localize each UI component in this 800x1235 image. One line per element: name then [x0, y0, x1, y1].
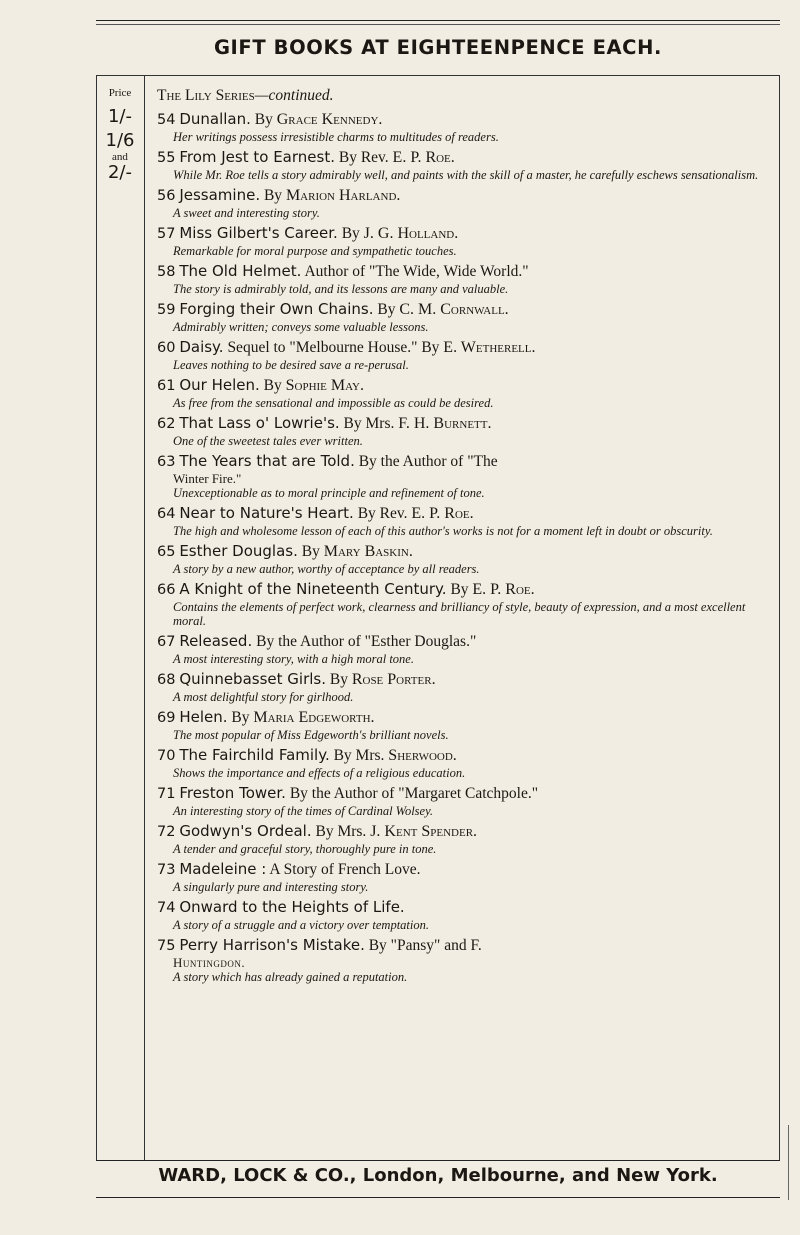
entry-title: Near to Nature's Heart.	[179, 504, 354, 522]
entry-author-prefix: By	[254, 111, 277, 128]
entry-description: As free from the sensational and impossible as could be desired.	[173, 396, 494, 410]
entry-author-name: Sherwood.	[388, 747, 457, 764]
entry-author	[264, 187, 400, 204]
entry-number: 59	[157, 302, 176, 318]
entries-list	[157, 110, 775, 984]
entry-description: One of the sweetest tales ever written.	[173, 434, 363, 448]
price-value-3: 2/-	[107, 162, 132, 183]
entry-author-name: Marion Harland.	[285, 187, 401, 204]
entry-number: 58	[157, 264, 176, 280]
entry-author	[330, 671, 436, 688]
catalog-entry	[157, 822, 775, 856]
catalog-entry	[157, 224, 775, 258]
entry-title: Quinnebasset Girls.	[179, 670, 326, 688]
entry-headline	[157, 504, 775, 524]
entry-title: Godwyn's Ordeal.	[179, 822, 312, 840]
entry-number: 71	[157, 786, 176, 802]
entry-author	[342, 225, 459, 242]
entry-number: 62	[157, 416, 176, 432]
entry-title: From Jest to Earnest.	[179, 148, 335, 166]
series-suffix: —continued.	[254, 87, 334, 104]
entry-number: 73	[157, 862, 176, 878]
entry-author	[377, 301, 508, 318]
entry-title: That Lass o' Lowrie's.	[179, 414, 340, 432]
catalog-entry	[157, 580, 775, 628]
entry-title: The Old Helmet.	[179, 262, 302, 280]
entry-author-name: E. P. Roe.	[472, 581, 535, 598]
catalog-entry	[157, 262, 775, 296]
entry-title: Freston Tower.	[179, 784, 286, 802]
entry-headline	[157, 708, 775, 728]
entry-author	[344, 415, 492, 432]
entry-author-prefix: By	[450, 581, 473, 598]
entry-headline	[157, 746, 775, 766]
entry-description: A most delightful story for girlhood.	[173, 690, 354, 704]
entry-headline	[157, 822, 775, 842]
entry-author-name: Rose Porter.	[351, 671, 436, 688]
entry-title: Jessamine.	[179, 186, 261, 204]
entry-description: A sweet and interesting story.	[173, 206, 320, 220]
catalog-entry	[157, 300, 775, 334]
entry-description: Admirably written; conveys some valuable lessons.	[173, 320, 429, 334]
entry-description: The most popular of Miss Edgeworth's brilliant novels.	[173, 728, 449, 742]
entry-number: 70	[157, 748, 176, 764]
entry-headline	[157, 414, 775, 434]
footer-rule-bottom	[96, 1197, 780, 1198]
entry-author-prefix: By Rev.	[338, 149, 393, 166]
catalog-entry	[157, 784, 775, 818]
entry-author-prefix: By	[341, 225, 364, 242]
entry-author-prefix: By	[377, 301, 400, 318]
catalog-entry	[157, 632, 775, 666]
catalog-entry	[157, 110, 775, 144]
entry-author-prefix: By	[231, 709, 254, 726]
entry-author-prefix: By Mrs.	[315, 823, 371, 840]
catalog-entry	[157, 670, 775, 704]
entry-number: 55	[157, 150, 176, 166]
entry-author	[302, 543, 413, 560]
entry-author-prefix: By Mrs.	[343, 415, 399, 432]
entry-headline	[157, 670, 775, 690]
entry-author-name: J. Kent Spender.	[370, 823, 478, 840]
entry-headline	[157, 580, 775, 600]
entry-title: Released.	[179, 632, 253, 650]
entry-headline	[157, 898, 775, 918]
catalog-entry	[157, 936, 775, 984]
entry-number: 61	[157, 378, 176, 394]
publisher-footer: WARD, LOCK & CO., London, Melbourne, and New York.	[158, 1165, 718, 1186]
entry-author	[339, 149, 455, 166]
entry-author-prefix: A Story of French Love.	[269, 861, 421, 878]
entry-headline	[157, 300, 775, 320]
entry-description: While Mr. Roe tells a story admirably well, and paints with the skill of a master, he carefully eschews sensationalism.	[173, 168, 759, 182]
entry-author	[358, 505, 474, 522]
catalog-entry	[157, 860, 775, 894]
entry-description: The story is admirably told, and its lessons are many and valuable.	[173, 282, 509, 296]
entry-continuation: Huntingdon.	[173, 955, 246, 970]
entry-description: Leaves nothing to be desired save a re-perusal.	[173, 358, 409, 372]
entry-number: 54	[157, 112, 176, 128]
catalog-entry	[157, 148, 775, 182]
price-and: and	[112, 151, 128, 163]
entry-title: A Knight of the Nineteenth Century.	[179, 580, 447, 598]
entry-author-prefix: By	[329, 671, 352, 688]
entry-number: 60	[157, 340, 176, 356]
entry-headline	[157, 376, 775, 396]
entry-description: A story of a struggle and a victory over temptation.	[173, 918, 429, 932]
entry-description: A singularly pure and interesting story.	[173, 880, 369, 894]
entry-headline	[157, 452, 775, 472]
catalog-entry	[157, 504, 775, 538]
catalog-entry	[157, 414, 775, 448]
catalog-list	[157, 87, 775, 988]
entry-author	[369, 937, 482, 954]
entry-author-name: J. G. Holland.	[363, 225, 459, 242]
footer-rule	[96, 1160, 780, 1161]
price-label: Price	[108, 87, 132, 99]
entry-author-prefix: By the Author of "The	[358, 453, 498, 470]
entry-number: 68	[157, 672, 176, 688]
entry-number: 74	[157, 900, 176, 916]
entry-headline	[157, 148, 775, 168]
catalog-entry	[157, 708, 775, 742]
margin-mark	[788, 1125, 791, 1200]
entry-author-prefix: By the Author of "Margaret Catchpole."	[289, 785, 539, 802]
entry-author	[269, 861, 420, 878]
entry-author	[304, 263, 528, 280]
entry-description: An interesting story of the times of Cardinal Wolsey.	[173, 804, 434, 818]
series-name: The Lily Series	[157, 87, 255, 104]
entry-description: Remarkable for moral purpose and sympathetic touches.	[173, 244, 457, 258]
entry-headline	[157, 262, 775, 282]
entry-number: 72	[157, 824, 176, 840]
catalog-entry	[157, 186, 775, 220]
entry-author	[231, 709, 374, 726]
entry-description: A story which has already gained a reputation.	[173, 970, 408, 984]
entry-title: Helen.	[179, 708, 228, 726]
entry-author-name: F. H. Burnett.	[398, 415, 492, 432]
entry-number: 63	[157, 454, 176, 470]
entry-headline	[157, 860, 775, 880]
entry-author-name: Grace Kennedy.	[276, 111, 383, 128]
entry-author-name: C. M. Cornwall.	[399, 301, 509, 318]
entry-headline	[157, 936, 775, 956]
catalog-entry	[157, 376, 775, 410]
series-heading	[157, 87, 775, 105]
entry-title: Miss Gilbert's Career.	[179, 224, 338, 242]
entry-author-prefix: By	[263, 377, 286, 394]
entry-number: 64	[157, 506, 176, 522]
entry-author	[256, 633, 476, 650]
entry-number: 57	[157, 226, 176, 242]
entry-headline	[157, 542, 775, 562]
entry-headline	[157, 632, 775, 652]
entry-author-name: E. Wetherell.	[443, 339, 536, 356]
price-value-2: 1/6	[105, 130, 135, 151]
entry-number: 67	[157, 634, 176, 650]
entry-description: A story by a new author, worthy of acceptance by all readers.	[173, 562, 480, 576]
entry-number: 69	[157, 710, 176, 726]
entry-continuation: Winter Fire."	[173, 471, 242, 486]
entry-title: Perry Harrison's Mistake.	[179, 936, 365, 954]
entry-author-name: Sophie May.	[285, 377, 364, 394]
entry-author	[334, 747, 457, 764]
entry-author-prefix: By "Pansy" and F.	[368, 937, 482, 954]
entry-title: Our Helen.	[179, 376, 260, 394]
entry-headline	[157, 186, 775, 206]
entry-description: Her writings possess irresistible charms to multitudes of readers.	[173, 130, 499, 144]
entry-author	[359, 453, 498, 470]
entry-author-prefix: By	[263, 187, 286, 204]
entry-title: Madeleine :	[179, 860, 267, 878]
entry-description: A most interesting story, with a high moral tone.	[173, 652, 414, 666]
entry-description: A tender and graceful story, thoroughly pure in tone.	[173, 842, 437, 856]
entry-number: 75	[157, 938, 176, 954]
entry-headline	[157, 784, 775, 804]
entry-description: Shows the importance and effects of a religious education.	[173, 766, 466, 780]
top-rule-thin	[96, 24, 780, 25]
entry-author-prefix: By	[301, 543, 324, 560]
entry-author-name: Mary Baskin.	[323, 543, 413, 560]
catalog-entry	[157, 338, 775, 372]
entry-author-name: Maria Edgeworth.	[253, 709, 375, 726]
entry-title: The Fairchild Family.	[179, 746, 330, 764]
entry-author-prefix: By the Author of "Esther Douglas."	[256, 633, 477, 650]
entry-description: The high and wholesome lesson of each of this author's works is not for a moment left in doubt or obscurity.	[173, 524, 713, 538]
catalog-entry	[157, 898, 775, 932]
price-value-1: 1/-	[107, 106, 132, 127]
entry-title: Onward to the Heights of Life.	[179, 898, 405, 916]
entry-description: Contains the elements of perfect work, clearness and brilliancy of style, beauty of expression, and a most excellent moral.	[173, 600, 746, 628]
entry-number: 65	[157, 544, 176, 560]
entry-author	[450, 581, 534, 598]
entry-author-prefix: By Mrs.	[333, 747, 389, 764]
entry-author	[264, 377, 364, 394]
entry-description: Unexceptionable as to moral principle and refinement of tone.	[173, 486, 485, 500]
entry-author-prefix: By Rev.	[357, 505, 412, 522]
entry-author-name: E. P. Roe.	[392, 149, 455, 166]
entry-number: 66	[157, 582, 176, 598]
entry-title: The Years that are Told.	[179, 452, 355, 470]
entry-author	[227, 339, 535, 356]
entry-author	[290, 785, 538, 802]
entry-headline	[157, 110, 775, 130]
page-header: GIFT BOOKS AT EIGHTEENPENCE EACH.	[213, 36, 663, 59]
entry-author	[315, 823, 477, 840]
catalog-entry	[157, 746, 775, 780]
entry-title: Esther Douglas.	[179, 542, 298, 560]
entry-headline	[157, 338, 775, 358]
price-column	[96, 75, 145, 1160]
catalog-entry	[157, 452, 775, 500]
entry-number: 56	[157, 188, 176, 204]
entry-headline	[157, 224, 775, 244]
entry-author-name: E. P. Roe.	[411, 505, 474, 522]
entry-title: Forging their Own Chains.	[179, 300, 374, 318]
entry-author	[255, 111, 383, 128]
catalog-entry	[157, 542, 775, 576]
entry-author-prefix: Author of "The Wide, Wide World."	[304, 263, 529, 280]
entry-title: Dunallan.	[179, 110, 251, 128]
entry-author-prefix: Sequel to "Melbourne House." By	[227, 339, 444, 356]
entry-title: Daisy.	[179, 338, 224, 356]
top-rule	[96, 20, 780, 21]
